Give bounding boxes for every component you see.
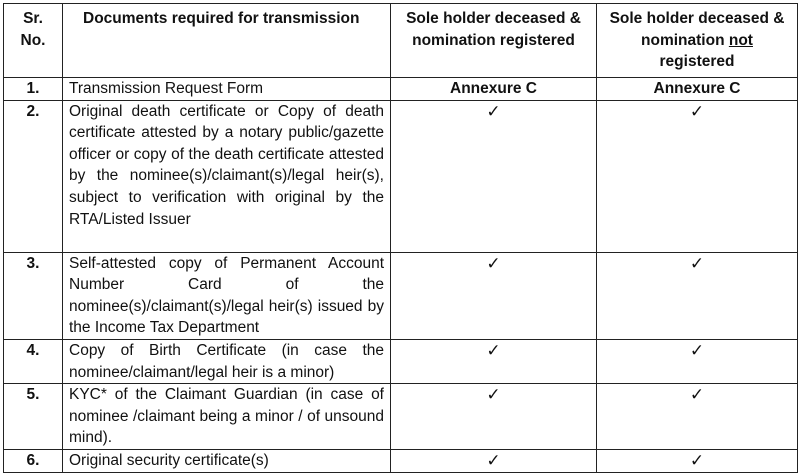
header-b-post: registered [659, 53, 735, 71]
header-sr-no [4, 4, 63, 78]
header-nomination-registered: Sole holder deceased & nomination registered [391, 4, 597, 78]
registered-check-icon: ✓ [391, 100, 597, 252]
not-registered-check-icon: ✓ [597, 384, 798, 450]
table-row [4, 78, 798, 101]
header-row [4, 4, 798, 78]
document-cell: Self-attested copy of Permanent Account Number Card of the nominee(s)/claimant(s)/legal heir(s) issued by the Income Tax Department [63, 252, 391, 339]
sr-no-cell: 6. [4, 450, 63, 473]
table-row [4, 100, 798, 252]
header-nomination-not-registered [597, 4, 798, 78]
not-registered-cell: Annexure C [597, 78, 798, 101]
sr-no-cell: 1. [4, 78, 63, 101]
header-b-not: not [728, 31, 753, 49]
table-row [4, 384, 798, 450]
table-row [4, 252, 798, 339]
registered-check-icon: ✓ [391, 450, 597, 473]
sr-no-cell: 4. [4, 339, 63, 383]
sr-no-cell: 2. [4, 100, 63, 252]
header-documents: Documents required for transmission [63, 4, 391, 78]
not-registered-check-icon: ✓ [597, 339, 798, 383]
sr-no-cell: 5. [4, 384, 63, 450]
sr-no-cell: 3. [4, 252, 63, 339]
not-registered-check-icon: ✓ [597, 252, 798, 339]
transmission-documents-table [3, 3, 798, 473]
header-sr-no-line2: No. [20, 31, 46, 49]
registered-check-icon: ✓ [391, 252, 597, 339]
registered-cell: Annexure C [391, 78, 597, 101]
header-b-pre: Sole holder deceased & nomination [609, 10, 785, 49]
document-cell: Copy of Birth Certificate (in case the nominee/claimant/legal heir is a minor) [63, 339, 391, 383]
table-row [4, 339, 798, 383]
not-registered-check-icon: ✓ [597, 100, 798, 252]
registered-check-icon: ✓ [391, 384, 597, 450]
document-cell: Original death certificate or Copy of death certificate attested by a notary public/gazette officer or copy of the death certificate attested by the nominee(s)/claimant(s)/legal heir(s), subject to verification with original by the RTA/Listed Issuer [63, 100, 391, 252]
document-cell: KYC* of the Claimant Guardian (in case of nominee /claimant being a minor / of unsound mind). [63, 384, 391, 450]
not-registered-check-icon: ✓ [597, 450, 798, 473]
header-sr-no-line1: Sr. [23, 10, 43, 27]
table-row [4, 450, 798, 473]
document-cell: Original security certificate(s) [63, 450, 391, 473]
registered-check-icon: ✓ [391, 339, 597, 383]
document-cell: Transmission Request Form [63, 78, 391, 101]
